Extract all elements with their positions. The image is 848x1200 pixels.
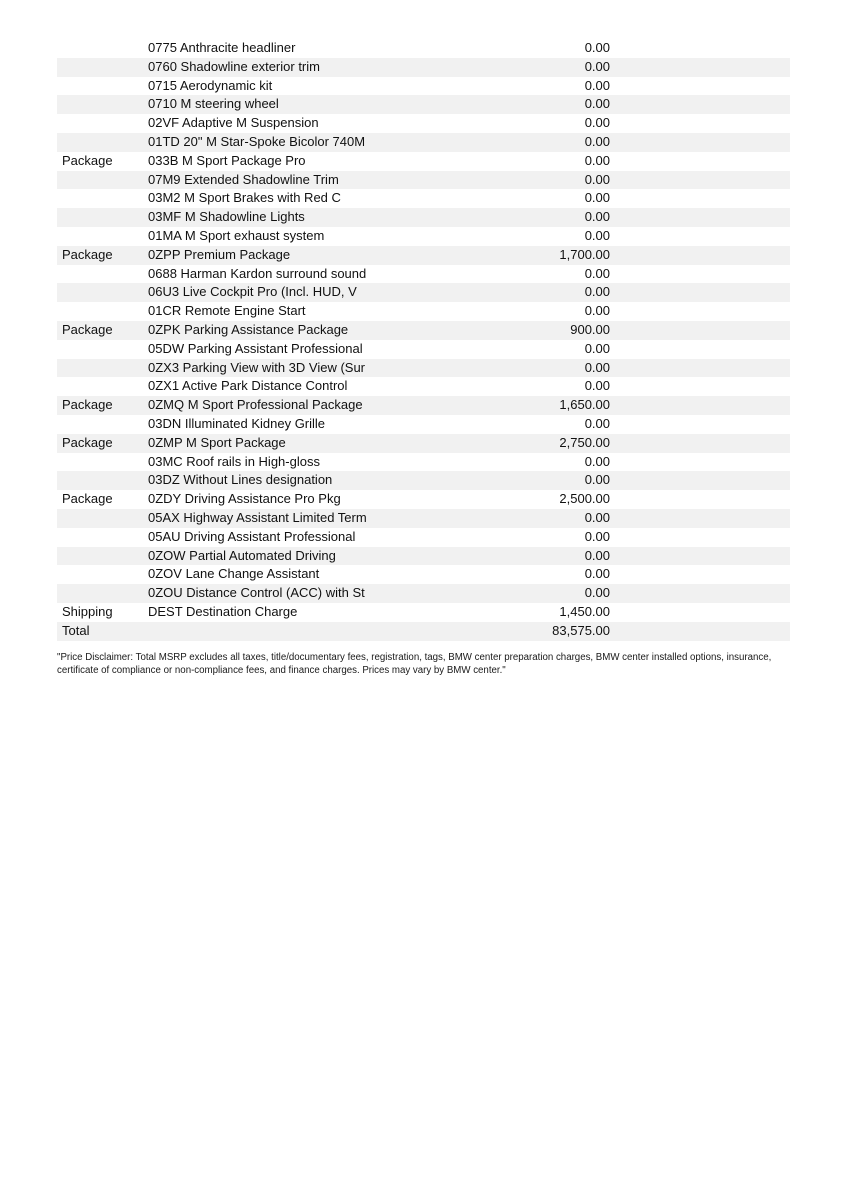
row-item: 0688 Harman Kardon surround sound: [148, 265, 367, 281]
row-price: 2,750.00: [559, 434, 610, 450]
row-price: 0.00: [584, 547, 610, 563]
row-price: 0.00: [584, 453, 610, 469]
table-row: [57, 265, 790, 284]
row-type: Total: [62, 622, 90, 638]
row-item: 0ZMP M Sport Package: [148, 434, 286, 450]
table-row: [57, 189, 790, 208]
row-price: 1,650.00: [559, 397, 610, 413]
row-price: 0.00: [584, 209, 610, 225]
row-type: Package: [62, 491, 113, 507]
row-price: 0.00: [584, 528, 610, 544]
row-item: 03M2 M Sport Brakes with Red C: [148, 190, 341, 206]
row-item: 0ZX3 Parking View with 3D View (Sur: [148, 359, 366, 375]
table-row: [57, 396, 790, 415]
row-item: DEST Destination Charge: [148, 603, 298, 619]
table-row: [57, 528, 790, 547]
row-price: 1,450.00: [559, 603, 610, 619]
row-price: 0.00: [584, 472, 610, 488]
table-row: [57, 622, 790, 641]
table-row: [57, 77, 790, 96]
row-price: 0.00: [584, 340, 610, 356]
row-item: 03MF M Shadowline Lights: [148, 209, 305, 225]
price-disclaimer: "Price Disclaimer: Total MSRP excludes all taxes, title/documentary fees, registration, tags, BMW center preparation charges, BMW center installed options, insurance, certificate of compliance or non-compliance fees, and finance charges. Prices may vary by BMW center.": [57, 652, 772, 676]
row-item: 0ZPP Premium Package: [148, 246, 291, 262]
table-row: [57, 302, 790, 321]
row-item: 0760 Shadowline exterior trim: [148, 58, 320, 74]
row-price: 0.00: [584, 415, 610, 431]
row-price: 2,500.00: [559, 491, 610, 507]
row-type: Package: [62, 434, 113, 450]
table-row: [57, 208, 790, 227]
row-price: 0.00: [584, 77, 610, 93]
row-item: 0ZOW Partial Automated Driving: [148, 547, 336, 563]
row-price: 0.00: [584, 58, 610, 74]
row-item: 0775 Anthracite headliner: [148, 40, 296, 55]
row-price: 83,575.00: [552, 622, 610, 638]
row-price: 0.00: [584, 378, 610, 394]
row-price: 0.00: [584, 359, 610, 375]
table-row: [57, 547, 790, 566]
row-price: 0.00: [584, 265, 610, 281]
row-price: 0.00: [584, 509, 610, 525]
row-price: 900.00: [570, 321, 610, 337]
row-price: 0.00: [584, 566, 610, 582]
row-type: Package: [62, 397, 113, 413]
row-price: 0.00: [584, 585, 610, 601]
row-item: 03DN Illuminated Kidney Grille: [148, 415, 326, 431]
row-price: 0.00: [584, 303, 610, 319]
row-item: 0ZPK Parking Assistance Package: [148, 321, 349, 337]
row-price: 0.00: [584, 40, 610, 55]
row-item: 0ZOV Lane Change Assistant: [148, 566, 320, 582]
table-row: [57, 114, 790, 133]
table-row: [57, 453, 790, 472]
row-item: 0ZOU Distance Control (ACC) with St: [148, 585, 365, 601]
row-item: 03DZ Without Lines designation: [148, 472, 333, 488]
row-price: 0.00: [584, 152, 610, 168]
table-row: [57, 58, 790, 77]
table-row: [57, 246, 790, 265]
row-item: 0ZDY Driving Assistance Pro Pkg: [148, 491, 341, 507]
row-price: 0.00: [584, 284, 610, 300]
table-row: [57, 603, 790, 622]
row-type: Package: [62, 152, 113, 168]
table-row: [57, 434, 790, 453]
row-price: 0.00: [584, 96, 610, 112]
row-item: 07M9 Extended Shadowline Trim: [148, 171, 339, 187]
row-price: 0.00: [584, 171, 610, 187]
row-type: Package: [62, 321, 113, 337]
table-row: [57, 509, 790, 528]
row-item: 0ZX1 Active Park Distance Control: [148, 378, 348, 394]
row-type: Shipping: [62, 603, 113, 619]
row-item: 05AX Highway Assistant Limited Term: [148, 509, 367, 525]
row-price: 0.00: [584, 133, 610, 149]
row-item: 03MC Roof rails in High-gloss: [148, 453, 320, 469]
table-row: [57, 39, 790, 58]
table-row: [57, 227, 790, 246]
row-type: Package: [62, 246, 113, 262]
table-row: [57, 283, 790, 302]
table-row: [57, 471, 790, 490]
table-row: [57, 340, 790, 359]
table-row: [57, 415, 790, 434]
row-price: 0.00: [584, 115, 610, 131]
table-row: [57, 171, 790, 190]
table-row: [57, 377, 790, 396]
table-row: [57, 584, 790, 603]
row-price: 1,700.00: [559, 246, 610, 262]
row-price: 0.00: [584, 190, 610, 206]
row-item: 01MA M Sport exhaust system: [148, 227, 325, 243]
row-item: 01TD 20" M Star-Spoke Bicolor 740M: [148, 133, 366, 149]
row-item: 0ZMQ M Sport Professional Package: [148, 397, 363, 413]
row-item: 02VF Adaptive M Suspension: [148, 115, 319, 131]
row-item: 01CR Remote Engine Start: [148, 303, 306, 319]
row-price: 0.00: [584, 227, 610, 243]
row-item: 0710 M steering wheel: [148, 96, 279, 112]
table-row: [57, 359, 790, 378]
table-row: [57, 95, 790, 114]
row-item: 05DW Parking Assistant Professional: [148, 340, 363, 356]
table-row: [57, 490, 790, 509]
row-item: 06U3 Live Cockpit Pro (Incl. HUD, V: [148, 284, 357, 300]
row-item: 033B M Sport Package Pro: [148, 152, 306, 168]
row-item: 0715 Aerodynamic kit: [148, 77, 273, 93]
table-row: [57, 565, 790, 584]
row-item: 05AU Driving Assistant Professional: [148, 528, 356, 544]
table-row: [57, 133, 790, 152]
options-table: [57, 39, 790, 641]
table-row: [57, 321, 790, 340]
table-row: [57, 152, 790, 171]
